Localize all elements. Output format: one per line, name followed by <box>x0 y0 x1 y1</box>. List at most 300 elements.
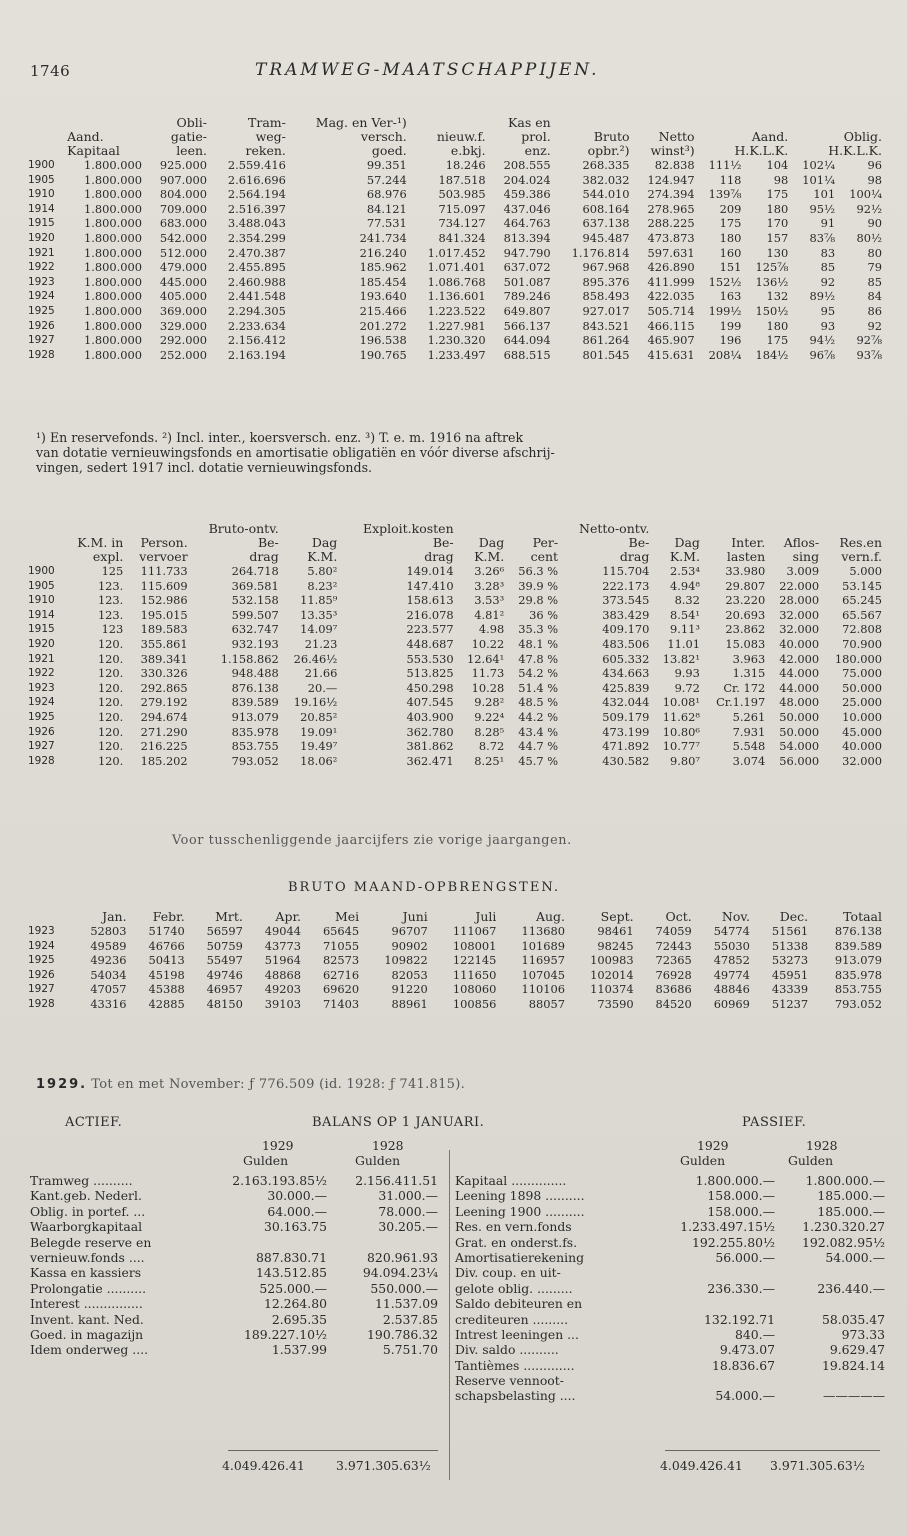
total-actief-1928: 3.971.305.63½ <box>336 1458 431 1473</box>
table-cell: 8.32 <box>674 593 700 608</box>
table-cell: 5.000 <box>849 564 882 578</box>
table-row <box>26 319 884 334</box>
footnote-line: van dotatie vernieuwingsfonds en amortisatie obligatiën en vóór diverse afschrij- <box>36 445 555 460</box>
table-cell: 804.000 <box>159 187 208 202</box>
table-cell: 47852 <box>713 953 750 968</box>
balance-label: Res. en vern.fonds <box>455 1219 572 1235</box>
table-cell: 294.674 <box>140 709 188 724</box>
table-cell: 18.246 <box>445 158 486 172</box>
balance-label: Prolongatie .......... <box>30 1280 147 1296</box>
column-header <box>821 522 884 536</box>
column-header <box>553 116 632 130</box>
table-cell: 111067 <box>452 924 497 938</box>
table-cell: 175 <box>766 333 789 348</box>
table-cell: 47057 <box>90 982 127 997</box>
table-cell: 101¼ <box>802 172 836 187</box>
table-cell: 801.545 <box>582 347 630 362</box>
row-year: 1910 <box>28 188 55 201</box>
table-cell: 11.01 <box>667 636 700 651</box>
table-cell: 509.179 <box>602 709 650 724</box>
table-cell: 40.000 <box>842 739 882 754</box>
table-cell: 459.386 <box>503 187 551 202</box>
table-row <box>26 739 884 754</box>
table-cell: 55497 <box>206 953 243 968</box>
table-cell: 3.488.043 <box>227 216 286 231</box>
table-row <box>26 304 884 319</box>
table-cell: 187.518 <box>438 172 486 187</box>
table-cell: 2.53⁴ <box>670 564 700 578</box>
balance-label: crediteuren ......... <box>455 1311 569 1327</box>
table-cell: 82573 <box>322 953 360 968</box>
table-cell: 513.825 <box>406 666 454 681</box>
balance-row <box>30 1281 440 1296</box>
balance-value-1928: 58.035.47 <box>821 1311 885 1327</box>
column-header: Nov. <box>721 909 750 924</box>
table-cell: 99.351 <box>366 158 407 172</box>
column-header: Person. <box>140 535 188 550</box>
table-cell: 876.138 <box>834 924 882 938</box>
table-cell: 10.28 <box>471 680 505 695</box>
table-cell: 9.28² <box>474 695 505 710</box>
balance-label: Oblig. in portef. ... <box>30 1203 146 1219</box>
balance-value-1929: 18.836.67 <box>711 1357 775 1373</box>
table-cell: 51237 <box>771 996 809 1011</box>
table-cell: 88057 <box>528 996 566 1011</box>
column-header <box>456 522 507 536</box>
table-cell: 98 <box>773 172 789 187</box>
table-cell: 422.035 <box>647 289 695 304</box>
balance-value-1929: 2.695.35 <box>271 1311 327 1327</box>
column-header <box>64 522 126 536</box>
table-cell: 50759 <box>206 938 243 953</box>
table-cell: 49774 <box>713 967 750 982</box>
table-cell: 195.015 <box>140 607 188 622</box>
table-cell: 88961 <box>391 996 428 1011</box>
table-cell: 53273 <box>771 953 809 968</box>
column-header-blank <box>26 144 65 158</box>
table-cell: 2.460.988 <box>227 274 286 289</box>
table-header-row <box>26 910 884 924</box>
table-cell: 98 <box>867 172 882 187</box>
column-header <box>767 522 821 536</box>
table-cell: 39103 <box>264 996 302 1011</box>
table-cell: 79 <box>867 260 882 275</box>
table-cell: 98461 <box>597 924 634 938</box>
table-cell: 72.808 <box>842 622 882 637</box>
table-cell: 201.272 <box>359 318 407 333</box>
balance-value-1928: ————— <box>823 1388 885 1404</box>
table-cell: 120. <box>97 695 124 710</box>
column-header: Kas en <box>508 115 551 130</box>
table-cell: 1.800.000 <box>84 216 142 231</box>
table-cell: 369.000 <box>159 303 208 318</box>
table-cell: 54774 <box>713 924 750 938</box>
table-cell: 45198 <box>148 967 185 982</box>
table-header-row <box>26 116 884 130</box>
table-row <box>26 275 884 290</box>
table-cell: 355.861 <box>140 636 188 651</box>
column-header: Aand. <box>67 129 104 144</box>
table-row <box>26 754 884 769</box>
table-cell: 512.000 <box>159 245 208 260</box>
table-cell: 389.341 <box>140 651 188 666</box>
table-cell: 196 <box>719 333 742 348</box>
column-header: Netto <box>658 129 695 144</box>
balance-row <box>455 1219 887 1234</box>
table-cell: 152.986 <box>140 593 188 608</box>
row-year: 1921 <box>28 652 55 665</box>
column-header: H.K.L.K. <box>734 143 789 158</box>
table-cell: 115.609 <box>140 578 188 593</box>
balance-value-1929: 54.000.— <box>715 1388 775 1404</box>
row-year: 1922 <box>28 667 55 680</box>
table-cell: 116957 <box>521 953 566 968</box>
table-cell: 98245 <box>597 938 634 953</box>
balance-label: Grat. en onderst.fs. <box>455 1234 578 1250</box>
column-header-blank <box>26 116 65 130</box>
total-passief-1929: 4.049.426.41 <box>660 1458 743 1473</box>
table-cell: 479.000 <box>159 260 208 275</box>
table-cell: 90 <box>867 216 882 231</box>
table-cell: 83686 <box>655 982 692 997</box>
table-cell: 44.7 % <box>518 739 559 754</box>
balance-value-1928: 190.786.32 <box>367 1326 438 1342</box>
table-cell: 10.000 <box>842 709 882 724</box>
table-cell: 46766 <box>148 938 185 953</box>
balance-label: schapsbelasting .... <box>455 1388 576 1404</box>
column-header <box>790 116 884 130</box>
table-cell: 644.094 <box>503 333 551 348</box>
table-cell: 100983 <box>590 953 634 968</box>
column-header: Tram- <box>248 115 286 130</box>
table-cell: 688.515 <box>503 347 551 362</box>
table-cell: 913.079 <box>231 709 279 724</box>
table-cell: 65.245 <box>842 593 882 608</box>
table-header-row <box>26 144 884 158</box>
table-row <box>26 953 884 968</box>
row-year: 1900 <box>28 565 55 577</box>
table-cell: 637.072 <box>503 260 551 275</box>
column-header: Febr. <box>152 909 185 924</box>
table-cell: 19.16½ <box>293 695 338 710</box>
column-header: Inter. <box>731 535 766 550</box>
table-cell: 403.900 <box>406 709 454 724</box>
column-header: Bruto <box>593 129 630 144</box>
table-cell: 1.800.000 <box>84 289 142 304</box>
column-header <box>506 522 560 536</box>
table-cell: 464.763 <box>503 216 551 231</box>
column-header: leen. <box>176 143 208 158</box>
table-cell: 54.000 <box>779 739 820 754</box>
table-cell: 10.77⁷ <box>662 739 700 754</box>
table-cell: 147.410 <box>406 578 454 593</box>
table-cell: 473.873 <box>647 230 695 245</box>
table-cell: 715.097 <box>438 201 486 216</box>
table-cell: 50.000 <box>842 680 882 695</box>
total-passief-1928: 3.971.305.63½ <box>770 1458 865 1473</box>
column-header <box>632 116 697 130</box>
column-header <box>281 522 340 536</box>
balance-value-1928: 78.000.— <box>378 1203 438 1219</box>
table-cell: 48.000 <box>779 695 820 710</box>
table-row <box>26 637 884 652</box>
balance-row <box>455 1188 887 1203</box>
table-cell: 72365 <box>655 953 692 968</box>
table-cell: 292.865 <box>140 680 188 695</box>
note-between: Voor tusschenliggende jaarcijfers zie vorige jaargangen. <box>172 833 572 848</box>
table-cell: 3.28³ <box>474 578 505 593</box>
table-cell: 292.000 <box>159 333 208 348</box>
table-cell: 649.807 <box>503 303 551 318</box>
table-cell: 120. <box>97 709 124 724</box>
table-cell: 23.862 <box>725 622 766 637</box>
table-cell: 2.564.194 <box>227 187 286 202</box>
table-cell: 96707 <box>391 924 428 938</box>
col-unit: Gulden <box>243 1153 289 1168</box>
table-cell: 47.8 % <box>518 651 559 666</box>
balance-value-1928: 54.000.— <box>825 1249 885 1265</box>
row-year: 1914 <box>28 202 55 215</box>
table-cell: 1.233.497 <box>427 347 486 362</box>
column-header: K.M. in <box>77 535 124 550</box>
table-cell: 125 <box>101 564 124 578</box>
table-cell: 57.244 <box>366 172 407 187</box>
column-header: Netto-ontv. <box>579 521 650 536</box>
table-cell: 4.98 <box>478 622 505 637</box>
table-cell: 110374 <box>590 982 634 997</box>
balance-label: Kant.geb. Nederl. <box>30 1188 142 1204</box>
row-year: 1910 <box>28 594 55 607</box>
column-header: Kapitaal <box>67 143 120 158</box>
balance-value-1928: 31.000.— <box>378 1188 438 1204</box>
table-cell: 843.521 <box>582 318 630 333</box>
table-cell: 11.73 <box>471 666 505 681</box>
balance-value-1929: 189.227.10½ <box>244 1326 327 1342</box>
table-cell: 19.49⁷ <box>300 739 338 754</box>
table-row <box>26 187 884 202</box>
balance-title: BALANS OP 1 JANUARI. <box>312 1115 485 1130</box>
balance-label: Reserve vennoot- <box>455 1373 564 1389</box>
table-cell: 35.3 % <box>518 622 559 637</box>
table-cell: 853.755 <box>834 982 882 997</box>
table-cell: 92 <box>867 318 882 333</box>
column-header: e.bkj. <box>450 143 486 158</box>
balance-value-1928: 1.800.000.— <box>805 1173 885 1188</box>
column-header: Aflos- <box>783 535 820 550</box>
balance-label: Intrest leeningen ... <box>455 1326 579 1342</box>
table-row <box>26 666 884 681</box>
table-cell: 637.138 <box>582 216 630 231</box>
table-cell: 83⅞ <box>809 230 836 245</box>
column-header: Be- <box>432 535 454 550</box>
balance-row <box>30 1327 440 1342</box>
table-cell: 152½ <box>708 274 742 289</box>
table-cell: 115.704 <box>602 564 650 578</box>
table-cell: 49589 <box>90 938 127 953</box>
col-year: 1928 <box>806 1138 838 1153</box>
balance-value-1929: 64.000.— <box>267 1203 327 1219</box>
row-year: 1915 <box>28 623 55 636</box>
balance-value-1928: 11.537.09 <box>374 1296 438 1312</box>
balance-label: vernieuw.fonds .... <box>30 1249 145 1265</box>
balance-value-1929: 158.000.— <box>707 1188 775 1204</box>
table-cell: 947.790 <box>503 245 551 260</box>
table-row <box>26 246 884 261</box>
table-cell: 101689 <box>521 938 566 953</box>
table-cell: 503.985 <box>438 187 486 202</box>
table-cell: 60969 <box>713 996 750 1011</box>
table-row <box>26 333 884 348</box>
table-cell: 45951 <box>771 967 809 982</box>
balance-row <box>30 1250 440 1265</box>
table-cell: 122145 <box>452 953 497 968</box>
column-header: Sept. <box>600 909 634 924</box>
column-header: versch. <box>360 129 407 144</box>
table-cell: 62716 <box>322 967 360 982</box>
balance-label: gelote oblig. ......... <box>455 1280 573 1296</box>
balance-value-1929: 132.192.71 <box>704 1311 775 1327</box>
column-header: Res.en <box>839 535 882 550</box>
table-cell: 109822 <box>384 953 428 968</box>
table-cell: 184½ <box>755 347 789 362</box>
table-cell: 120. <box>97 753 124 768</box>
balance-value-1928: 30.205.— <box>378 1219 438 1235</box>
table-cell: 4.81² <box>474 607 505 622</box>
operations-table <box>26 522 884 768</box>
table-cell: 73590 <box>597 996 634 1011</box>
column-header: sing <box>792 549 820 564</box>
table-cell: 72443 <box>655 938 692 953</box>
balance-row <box>455 1173 887 1188</box>
table-cell: 33.980 <box>725 564 766 578</box>
column-header <box>26 910 70 924</box>
col-year: 1928 <box>372 1138 404 1153</box>
table-cell: 158.613 <box>406 593 454 608</box>
note-1929-year: 1929. <box>36 1077 88 1092</box>
table-cell: 9.93 <box>674 666 700 681</box>
table-cell: 1.315 <box>732 666 766 681</box>
table-cell: 381.862 <box>406 739 454 754</box>
table-cell: 40.000 <box>779 636 820 651</box>
table-cell: 1.800.000 <box>84 172 142 187</box>
balance-value-1929: 1.800.000.— <box>695 1173 775 1188</box>
column-header <box>651 522 702 536</box>
column-header: expl. <box>92 549 124 564</box>
table-cell: 123. <box>97 607 124 622</box>
table-cell: 42885 <box>148 996 185 1011</box>
column-header <box>125 522 189 536</box>
total-rule <box>665 1450 880 1451</box>
passief-list <box>455 1173 887 1404</box>
balance-value-1928: 973.33 <box>841 1326 885 1342</box>
table-cell: 1.071.401 <box>427 260 486 275</box>
column-header: Juni <box>402 909 428 924</box>
table-cell: 65645 <box>322 924 360 938</box>
balance-value-1928: 5.751.70 <box>382 1342 438 1358</box>
table-cell: 2.354.299 <box>227 230 286 245</box>
table-cell: 199 <box>719 318 742 333</box>
table-cell: 9.11³ <box>670 622 700 637</box>
table-cell: 82053 <box>391 967 428 982</box>
table-row <box>26 348 884 363</box>
table-cell: 94½ <box>809 333 836 348</box>
balance-value-1928: 192.082.95½ <box>802 1234 885 1250</box>
row-year: 1922 <box>28 261 55 274</box>
balance-label: Leening 1900 .......... <box>455 1203 585 1219</box>
table-cell: 5.80² <box>307 564 338 578</box>
table-cell: 91 <box>820 216 836 231</box>
column-header: Mei <box>334 909 360 924</box>
column-header: Dag <box>674 535 700 550</box>
footnote-line: vingen, sedert 1917 incl. dotatie vernieuwingsfonds. <box>36 460 373 475</box>
table-cell: 362.471 <box>406 753 454 768</box>
table-cell: 170 <box>766 216 789 231</box>
balance-value-1928: 185.000.— <box>817 1188 885 1204</box>
table-cell: 91220 <box>391 982 428 997</box>
balance-value-1929: 30.000.— <box>267 1188 327 1204</box>
balance-row <box>455 1388 887 1403</box>
table-row <box>26 710 884 725</box>
balance-row <box>30 1188 440 1203</box>
row-year: 1925 <box>28 710 55 723</box>
table-cell: 1.800.000 <box>84 260 142 275</box>
table-cell: 110106 <box>521 982 566 997</box>
table-cell: 241.734 <box>359 230 407 245</box>
table-cell: 50.000 <box>779 724 820 739</box>
table-cell: 180 <box>719 230 742 245</box>
balance-row <box>30 1296 440 1311</box>
table-cell: 3.53³ <box>474 593 505 608</box>
row-year: 1905 <box>28 173 55 186</box>
table-cell: 20.693 <box>725 607 766 622</box>
column-header: Be- <box>257 535 279 550</box>
balance-row <box>455 1265 887 1280</box>
balance-label: Invent. kant. Ned. <box>30 1311 144 1327</box>
table-cell: 193.640 <box>359 289 407 304</box>
table-cell: 405.000 <box>159 289 208 304</box>
table-cell: 108001 <box>452 938 497 953</box>
table-cell: 407.545 <box>406 695 454 710</box>
balance-label: Tantièmes ............. <box>455 1357 575 1373</box>
table-cell: 12.64¹ <box>467 651 505 666</box>
balance-label: Kassa en kassiers <box>30 1265 142 1281</box>
table-cell: 2.470.387 <box>227 245 286 260</box>
table-cell: 130 <box>766 245 789 260</box>
table-cell: 683.000 <box>159 216 208 231</box>
table-cell: 876.138 <box>231 680 279 695</box>
table-cell: 108060 <box>452 982 497 997</box>
table-cell: 895.376 <box>582 274 630 289</box>
column-header: reken. <box>245 143 286 158</box>
table-cell: 180 <box>766 201 789 216</box>
table-cell: 175 <box>719 216 742 231</box>
balance-row <box>30 1235 440 1250</box>
table-cell: 10.22 <box>471 636 505 651</box>
table-cell: 1.158.862 <box>220 651 279 666</box>
table-cell: 43316 <box>90 996 127 1011</box>
balance-label: Amortisatierekening <box>455 1249 584 1265</box>
table-cell: 20.85² <box>300 709 338 724</box>
table-cell: 709.000 <box>159 201 208 216</box>
actief-title: ACTIEF. <box>65 1115 123 1130</box>
balance-value-1929: 1.537.99 <box>271 1342 327 1358</box>
table-cell: 448.687 <box>406 636 454 651</box>
table-cell: 50.000 <box>779 709 820 724</box>
table-row <box>26 289 884 304</box>
table-cell: 813.394 <box>503 230 551 245</box>
table-row <box>26 681 884 696</box>
table-cell: 2.455.895 <box>227 260 286 275</box>
